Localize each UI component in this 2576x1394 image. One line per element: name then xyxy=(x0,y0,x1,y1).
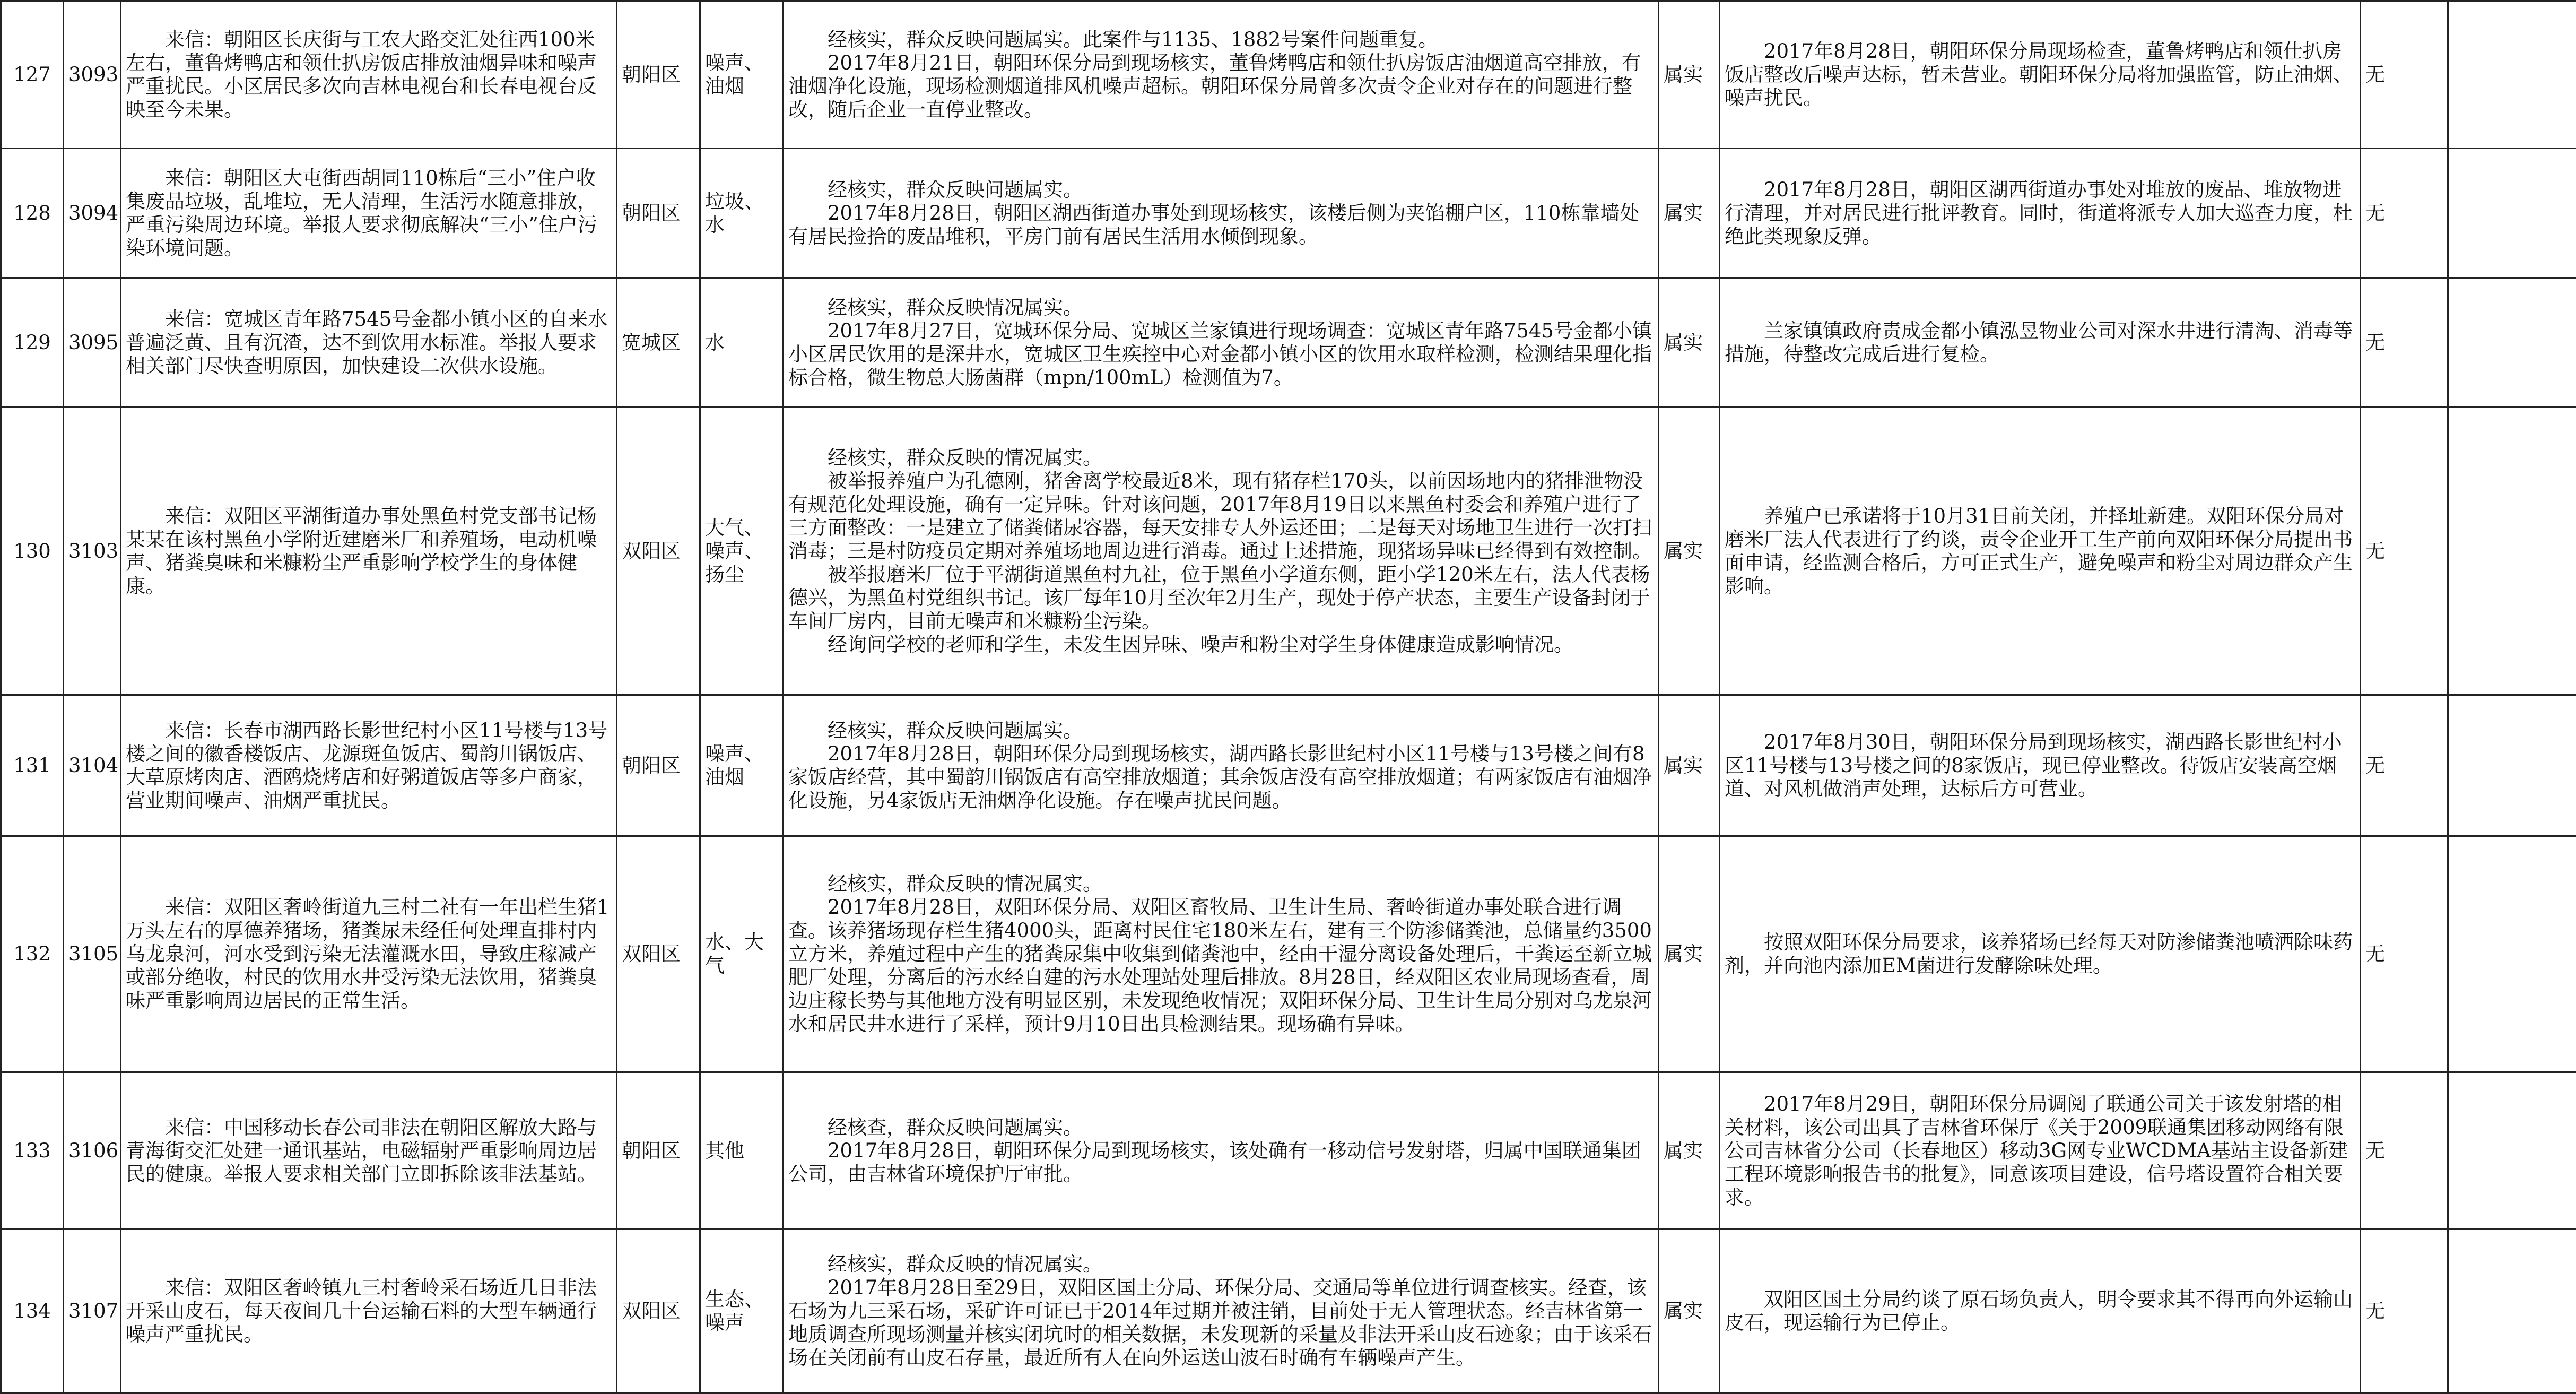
pollution-type: 其他 xyxy=(700,1072,784,1230)
case-number: 3104 xyxy=(64,695,121,836)
result-cell-paragraph: 2017年8月28日，朝阳区湖西街道办事处对堆放的废品、堆放物进行清理，并对居民进行批评教育。同时，街道将派专人加大巡查力度，杜绝此类现象反弹。 xyxy=(1725,178,2355,248)
district-cell: 朝阳区 xyxy=(617,695,700,836)
verdict-cell: 属实 xyxy=(1659,408,1720,695)
investigation-cell-paragraph: 经核实，群众反映的情况属实。 xyxy=(788,446,1653,470)
note-cell xyxy=(2448,695,2576,836)
district-cell: 双阳区 xyxy=(617,836,700,1072)
table-row xyxy=(1,149,2576,278)
investigation-cell-paragraph: 经核实，群众反映问题属实。此案件与1135、1882号案件问题重复。 xyxy=(788,28,1653,51)
result-cell-paragraph: 2017年8月28日，朝阳环保分局现场检查，董鲁烤鸭店和领仕扒房饭店整改后噪声达标，暂未营业。朝阳环保分局将加强监管，防止油烟、噪声扰民。 xyxy=(1725,40,2355,110)
case-number: 3106 xyxy=(64,1072,121,1230)
investigation-cell-paragraph: 经核实，群众反映的情况属实。 xyxy=(788,1253,1653,1276)
investigation-cell xyxy=(784,1072,1659,1230)
note-cell xyxy=(2448,278,2576,408)
district-cell: 朝阳区 xyxy=(617,1072,700,1230)
result-cell-paragraph: 2017年8月29日，朝阳环保分局调阅了联通公司关于该发射塔的相关材料，该公司出具了吉林省环保厅《关于2009联通集团移动网络有限公司吉林省分公司（长春地区）移动3G网专业WCDMA基站主设备新建工程环境影响报告书的批复》，同意该项目建设，信号塔设置符合相关要求。 xyxy=(1725,1093,2355,1209)
investigation-cell-paragraph: 2017年8月28日，朝阳环保分局到现场核实，湖西路长影世纪村小区11号楼与13号楼之间有8家饭店经营，其中蜀韵川锅饭店有高空排放烟道；其余饭店没有高空排放烟道；有两家饭店有油烟净化设施，另4家饭店无油烟净化设施。存在噪声扰民问题。 xyxy=(788,742,1653,812)
case-number: 3094 xyxy=(64,149,121,278)
result-cell-paragraph: 按照双阳环保分局要求，该养猪场已经每天对防渗储粪池喷洒除味药剂，并向池内添加EM菌进行发酵除味处理。 xyxy=(1725,931,2355,977)
complaint-cell: 来信：中国移动长春公司非法在朝阳区解放大路与青海街交汇处建一通讯基站，电磁辐射严重影响周边居民的健康。举报人要求相关部门立即拆除该非法基站。 xyxy=(121,1072,617,1230)
complaint-cell: 来信：双阳区奢岭镇九三村奢岭采石场近几日非法开采山皮石，每天夜间几十台运输石料的大型车辆通行噪声严重扰民。 xyxy=(121,1230,617,1393)
result-cell-paragraph: 2017年8月30日，朝阳环保分局到现场核实，湖西路长影世纪村小区11号楼与13号楼之间的8家饭店，现已停业整改。待饭店安装高空烟道、对风机做消声处理，达标后方可营业。 xyxy=(1725,731,2355,801)
investigation-cell-paragraph: 2017年8月28日，朝阳区湖西街道办事处到现场核实，该楼后侧为夹馅棚户区，110栋靠墙处有居民捡拾的废品堆积，平房门前有居民生活用水倾倒现象。 xyxy=(788,202,1653,248)
investigation-cell xyxy=(784,1,1659,149)
investigation-cell-paragraph: 经核查，群众反映问题属实。 xyxy=(788,1116,1653,1139)
note-cell xyxy=(2448,408,2576,695)
district-cell: 双阳区 xyxy=(617,1230,700,1393)
result-cell xyxy=(1720,836,2361,1072)
table-row xyxy=(1,1,2576,149)
row-number: 133 xyxy=(1,1072,64,1230)
investigation-cell-paragraph: 2017年8月28日至29日，双阳区国土分局、环保分局、交通局等单位进行调查核实。经查，该石场为九三采石场，采矿许可证已于2014年过期并被注销，目前处于无人管理状态。经吉林省第一地质调查所现场测量并核实闭坑时的相关数据，未发现新的采量及非法开采山皮石迹象；由于该采石场在关闭前有山皮石存量，最近所有人在向外运送山波石时确有车辆噪声产生。 xyxy=(788,1276,1653,1370)
table-row xyxy=(1,1230,2576,1393)
pollution-type: 垃圾、水 xyxy=(700,149,784,278)
investigation-cell-paragraph: 经核实，群众反映的情况属实。 xyxy=(788,872,1653,896)
verdict-cell: 属实 xyxy=(1659,1230,1720,1393)
complaint-cell: 来信：宽城区青年路7545号金都小镇小区的自来水普遍泛黄、且有沉渣，达不到饮用水标准。举报人要求相关部门尽快查明原因，加快建设二次供水设施。 xyxy=(121,278,617,408)
accountability-cell: 无 xyxy=(2361,1,2448,149)
accountability-cell: 无 xyxy=(2361,695,2448,836)
row-number: 129 xyxy=(1,278,64,408)
result-cell xyxy=(1720,1230,2361,1393)
investigation-cell-paragraph: 经询问学校的老师和学生，未发生因异味、噪声和粉尘对学生身体健康造成影响情况。 xyxy=(788,633,1653,656)
investigation-cell-paragraph: 2017年8月27日，宽城环保分局、宽城区兰家镇进行现场调查：宽城区青年路7545号金都小镇小区居民饮用的是深井水，宽城区卫生疾控中心对金都小镇小区的饮用水取样检测，检测结果理化指标合格，微生物总大肠菌群（mpn/100mL）检测值为7。 xyxy=(788,319,1653,389)
investigation-cell-paragraph: 被举报磨米厂位于平湖街道黑鱼村九社，位于黑鱼小学道东侧，距小学120米左右，法人代表杨德兴，为黑鱼村党组织书记。该厂每年10月至次年2月生产，现处于停产状态，主要生产设备封闭于车间厂房内，目前无噪声和米糠粉尘污染。 xyxy=(788,563,1653,633)
district-cell: 朝阳区 xyxy=(617,149,700,278)
investigation-cell xyxy=(784,149,1659,278)
pollution-type: 水 xyxy=(700,278,784,408)
row-number: 130 xyxy=(1,408,64,695)
result-cell xyxy=(1720,695,2361,836)
complaint-cell: 来信：长春市湖西路长影世纪村小区11号楼与13号楼之间的徽香楼饭店、龙源斑鱼饭店、蜀韵川锅饭店、大草原烤肉店、酒鸥烧烤店和好粥道饭店等多户商家，营业期间噪声、油烟严重扰民。 xyxy=(121,695,617,836)
result-cell xyxy=(1720,1072,2361,1230)
note-cell xyxy=(2448,1230,2576,1393)
district-cell: 双阳区 xyxy=(617,408,700,695)
verdict-cell: 属实 xyxy=(1659,278,1720,408)
complaint-cell: 来信：双阳区平湖街道办事处黑鱼村党支部书记杨某某在该村黑鱼小学附近建磨米厂和养殖场，电动机噪声、猪粪臭味和米糠粉尘严重影响学校学生的身体健康。 xyxy=(121,408,617,695)
accountability-cell: 无 xyxy=(2361,836,2448,1072)
complaint-cell: 来信：朝阳区大屯街西胡同110栋后“三小”住户收集废品垃圾，乱堆垃，无人清理，生活污水随意排放，严重污染周边环境。举报人要求彻底解决“三小”住户污染环境问题。 xyxy=(121,149,617,278)
accountability-cell: 无 xyxy=(2361,1072,2448,1230)
case-number: 3105 xyxy=(64,836,121,1072)
table-row xyxy=(1,278,2576,408)
case-number: 3093 xyxy=(64,1,121,149)
case-number: 3107 xyxy=(64,1230,121,1393)
investigation-cell-paragraph: 2017年8月21日，朝阳环保分局到现场核实，董鲁烤鸭店和领仕扒房饭店油烟道高空排放，有油烟净化设施，现场检测烟道排风机噪声超标。朝阳环保分局曾多次责令企业对存在的问题进行整改，随后企业一直停业整改。 xyxy=(788,51,1653,122)
investigation-cell-paragraph: 经核实，群众反映问题属实。 xyxy=(788,178,1653,202)
accountability-cell: 无 xyxy=(2361,408,2448,695)
row-number: 134 xyxy=(1,1230,64,1393)
complaint-cell: 来信：双阳区奢岭街道九三村二社有一年出栏生猪1万头左右的厚德养猪场，猪粪尿未经任何处理直排村内乌龙泉河，河水受到污染无法灌溉水田，导致庄稼减产或部分绝收，村民的饮用水井受污染无法饮用，猪粪臭味严重影响周边居民的正常生活。 xyxy=(121,836,617,1072)
investigation-cell xyxy=(784,1230,1659,1393)
investigation-cell-paragraph: 2017年8月28日，朝阳环保分局到现场核实，该处确有一移动信号发射塔，归属中国联通集团公司，由吉林省环境保护厅审批。 xyxy=(788,1139,1653,1186)
note-cell xyxy=(2448,1,2576,149)
result-cell xyxy=(1720,1,2361,149)
pollution-type: 生态、噪声 xyxy=(700,1230,784,1393)
note-cell xyxy=(2448,149,2576,278)
table-body xyxy=(1,1,2576,1393)
result-cell xyxy=(1720,149,2361,278)
result-cell xyxy=(1720,278,2361,408)
verdict-cell: 属实 xyxy=(1659,1072,1720,1230)
verdict-cell: 属实 xyxy=(1659,1,1720,149)
complaint-cell: 来信：朝阳区长庆街与工农大路交汇处往西100米左右，董鲁烤鸭店和领仕扒房饭店排放油烟异味和噪声严重扰民。小区居民多次向吉林电视台和长春电视台反映至今未果。 xyxy=(121,1,617,149)
result-cell-paragraph: 双阳区国土分局约谈了原石场负责人，明令要求其不得再向外运输山皮石，现运输行为已停止。 xyxy=(1725,1288,2355,1335)
district-cell: 朝阳区 xyxy=(617,1,700,149)
investigation-cell xyxy=(784,278,1659,408)
row-number: 132 xyxy=(1,836,64,1072)
verdict-cell: 属实 xyxy=(1659,695,1720,836)
table-row xyxy=(1,1072,2576,1230)
row-number: 127 xyxy=(1,1,64,149)
result-cell-paragraph: 兰家镇镇政府责成金都小镇泓昱物业公司对深水井进行清淘、消毒等措施，待整改完成后进行复检。 xyxy=(1725,319,2355,366)
note-cell xyxy=(2448,836,2576,1072)
result-cell xyxy=(1720,408,2361,695)
pollution-type: 大气、噪声、扬尘 xyxy=(700,408,784,695)
district-cell: 宽城区 xyxy=(617,278,700,408)
verdict-cell: 属实 xyxy=(1659,836,1720,1072)
table-row xyxy=(1,695,2576,836)
investigation-cell-paragraph: 经核实，群众反映情况属实。 xyxy=(788,296,1653,319)
table-row xyxy=(1,836,2576,1072)
investigation-cell xyxy=(784,836,1659,1072)
accountability-cell: 无 xyxy=(2361,278,2448,408)
accountability-cell: 无 xyxy=(2361,1230,2448,1393)
result-cell-paragraph: 养殖户已承诺将于10月31日前关闭，并择址新建。双阳环保分局对磨米厂法人代表进行了约谈，责令企业开工生产前向双阳环保分局提出书面申请，经监测合格后，方可正式生产，避免噪声和粉尘对周边群众产生影响。 xyxy=(1725,505,2355,598)
investigation-cell-paragraph: 被举报养殖户为孔德刚，猪舍离学校最近8米，现有猪存栏170头，以前因场地内的猪排泄物没有规范化处理设施，确有一定异味。针对该问题，2017年8月19日以来黑鱼村委会和养殖户进行了三方面整改：一是建立了储粪储尿容器，每天安排专人外运还田；二是每天对场地卫生进行一次打扫消毒；三是村防疫员定期对养殖场地周边进行消毒。通过上述措施，现猪场异味已经得到有效控制。 xyxy=(788,470,1653,563)
investigation-cell xyxy=(784,408,1659,695)
accountability-cell: 无 xyxy=(2361,149,2448,278)
investigation-cell xyxy=(784,695,1659,836)
investigation-cell-paragraph: 经核实，群众反映问题属实。 xyxy=(788,719,1653,742)
pollution-type: 噪声、油烟 xyxy=(700,695,784,836)
verdict-cell: 属实 xyxy=(1659,149,1720,278)
row-number: 131 xyxy=(1,695,64,836)
pollution-type: 水、大气 xyxy=(700,836,784,1072)
pollution-type: 噪声、油烟 xyxy=(700,1,784,149)
investigation-cell-paragraph: 2017年8月28日，双阳环保分局、双阳区畜牧局、卫生计生局、奢岭街道办事处联合进行调查。该养猪场现存栏生猪4000头，距离村民住宅180米左右，建有三个防渗储粪池，总储量约3500立方米，养殖过程中产生的猪粪尿集中收集到储粪池中，经由干湿分离设备处理后，干粪运至新立城肥厂处理，分离后的污水经自建的污水处理站处理后排放。8月28日，经双阳区农业局现场查看，周边庄稼长势与其他地方没有明显区别，未发现绝收情况；双阳环保分局、卫生计生局分别对乌龙泉河水和居民井水进行了采样，预计9月10日出具检测结果。现场确有异味。 xyxy=(788,896,1653,1036)
table-row xyxy=(1,408,2576,695)
row-number: 128 xyxy=(1,149,64,278)
case-number: 3095 xyxy=(64,278,121,408)
note-cell xyxy=(2448,1072,2576,1230)
case-number: 3103 xyxy=(64,408,121,695)
